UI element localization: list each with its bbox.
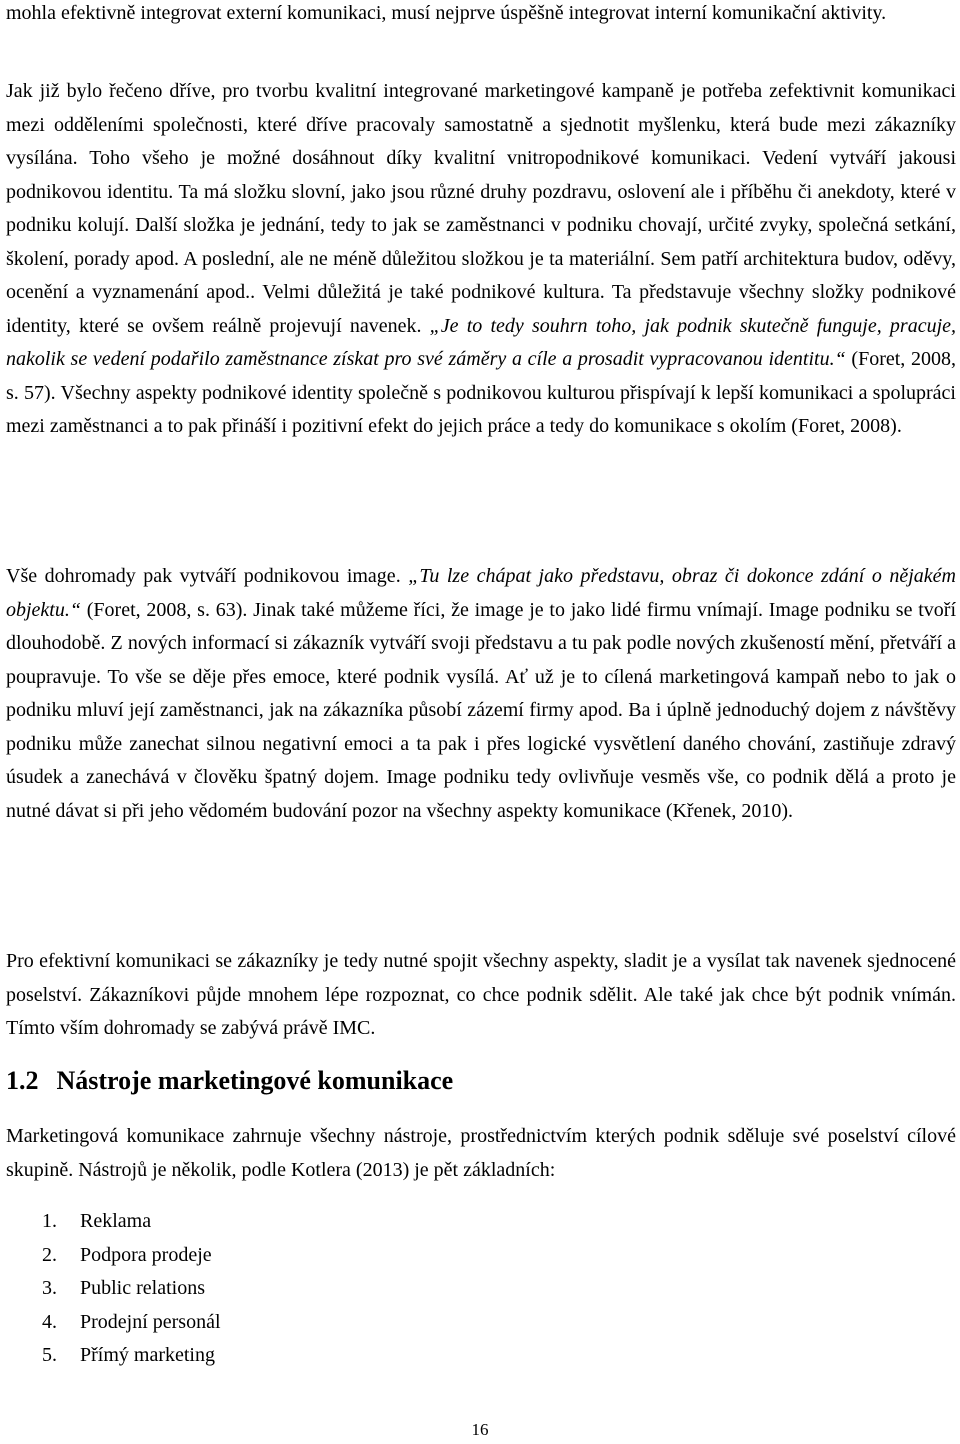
quote-text: „Tu lze chápat jako představu, obraz či dokonce zdání o nějakém objektu.“ — [6, 565, 956, 621]
list-number: 2. — [42, 1243, 57, 1266]
list-item — [42, 1339, 221, 1373]
section-heading — [6, 1066, 453, 1096]
list-item — [42, 1205, 221, 1239]
paragraph-text: (Foret, 2008, s. 63). Jinak také můžeme říci, že image je to jako lidé firmu vnímají. Image podniku se tvoří dlouhodobě. Z nových informací si zákazník vytváří svoji představu a tu pak podle nových zkušeností mění, přetváří a poupravuje. To vše se děje přes emoce, které podnik vysílá. Ať už je to cílená marketingová kampaň nebo to jak o podniku mluví její zaměstnanci, jak na zákazníka působí zázemí firmy apod. Ba i úplně jednoduchý dojem z návštěvy podniku může zanechat silnou negativní emoci a ta pak i přes logické vysvětlení daného chování, zastiňuje zdravý úsudek a zanechává v člověku špatný dojem. Image podniku tedy ovlivňuje vesměs vše, co podnik dělá a proto je nutné dávat si při jeho vědomém budování pozor na všechny aspekty komunikace (Křenek, 2010). — [6, 598, 956, 822]
list-label: Podpora prodeje — [80, 1243, 212, 1266]
paragraph-tools: Marketingová komunikace zahrnuje všechny nástroje, prostřednictvím kterých podnik sděluje své poselství cílové skupině. Nástrojů je několik, podle Kotlera (2013) je pět základních: — [6, 1125, 956, 1181]
list-number: 5. — [42, 1344, 57, 1366]
list-number: 1. — [42, 1210, 57, 1232]
paragraph-text: Jak již bylo řečeno dříve, pro tvorbu kvalitní integrované marketingové kampaně je potřeba zefektivnit komunikaci mezi odděleními společnosti, které dříve pracovaly samostatně a sjednotit myšlenku, která bude mezi zákazníky vysílána. Toho všeho je možné dosáhnout díky kvalitní vnitropodnikové komunikaci. Vedení vytváří jakousi podnikovou identitu. Ta má složku slovní, jako jsou různé druhy pozdravu, oslovení ale i příběhu či anekdoty, které v podniku kolují. Další složka je jednání, tedy to jak se zaměstnanci v podniku chovají, určité zvyky, společná setkání, školení, porady apod. A poslední, ale ne méně důležitou složkou je ta materiální. Sem patří architektura budov, oděvy, ocenění a vyznamenání apod.. Velmi důležitá je také podnikové kultura. Ta představuje všechny složky podnikové identity, které se ovšem reálně projevují navenek. — [6, 80, 956, 337]
list-label: Reklama — [80, 1210, 152, 1232]
list-number: 3. — [42, 1277, 57, 1299]
section-title: Nástroje marketingové komunikace — [56, 1066, 454, 1095]
tools-list — [42, 1205, 221, 1373]
section-number: 1.2 — [6, 1066, 39, 1095]
paragraph-imc: Pro efektivní komunikaci se zákazníky je tedy nutné spojit všechny aspekty, sladit je a vysílat tak navenek sjednocené poselství. Zákazníkovi půjde mnohem lépe rozpoznat, co chce podnik sdělit. Ale také jak chce být podnik vnímán. Tímto vším dohromady se zabývá právě IMC. — [6, 950, 956, 1039]
paragraph-text: Vše dohromady pak vytváří podnikovou image. — [6, 565, 409, 587]
paragraph-corporate-image — [6, 560, 956, 828]
list-item — [42, 1306, 221, 1340]
list-label: Prodejní personál — [80, 1310, 221, 1333]
list-label: Public relations — [80, 1277, 205, 1299]
paragraph-text: (Foret, 2008, s. 57). Všechny aspekty podnikové identity společně s podnikovou kulturou přispívají k lepší komunikaci a spolupráci mezi zaměstnanci a to pak přináší i pozitivní efekt do jejich práce a tedy do komunikace s okolím (Foret, 2008). — [6, 348, 956, 437]
list-item — [42, 1239, 221, 1273]
page-number: 16 — [471, 1420, 489, 1439]
list-number: 4. — [42, 1310, 57, 1333]
list-item — [42, 1272, 221, 1306]
paragraph-corporate-identity — [6, 75, 956, 444]
paragraph-intro: mohla efektivně integrovat externí komunikaci, musí nejprve úspěšně integrovat interní komunikační aktivity. — [6, 2, 887, 24]
quote-text: „Je to tedy souhrn toho, jak podnik skutečně funguje, pracuje, nakolik se vedení podařilo zaměstnance získat pro své záměry a cíle a prosadit vypracovanou identitu.“ — [6, 314, 957, 370]
list-label: Přímý marketing — [80, 1344, 215, 1366]
